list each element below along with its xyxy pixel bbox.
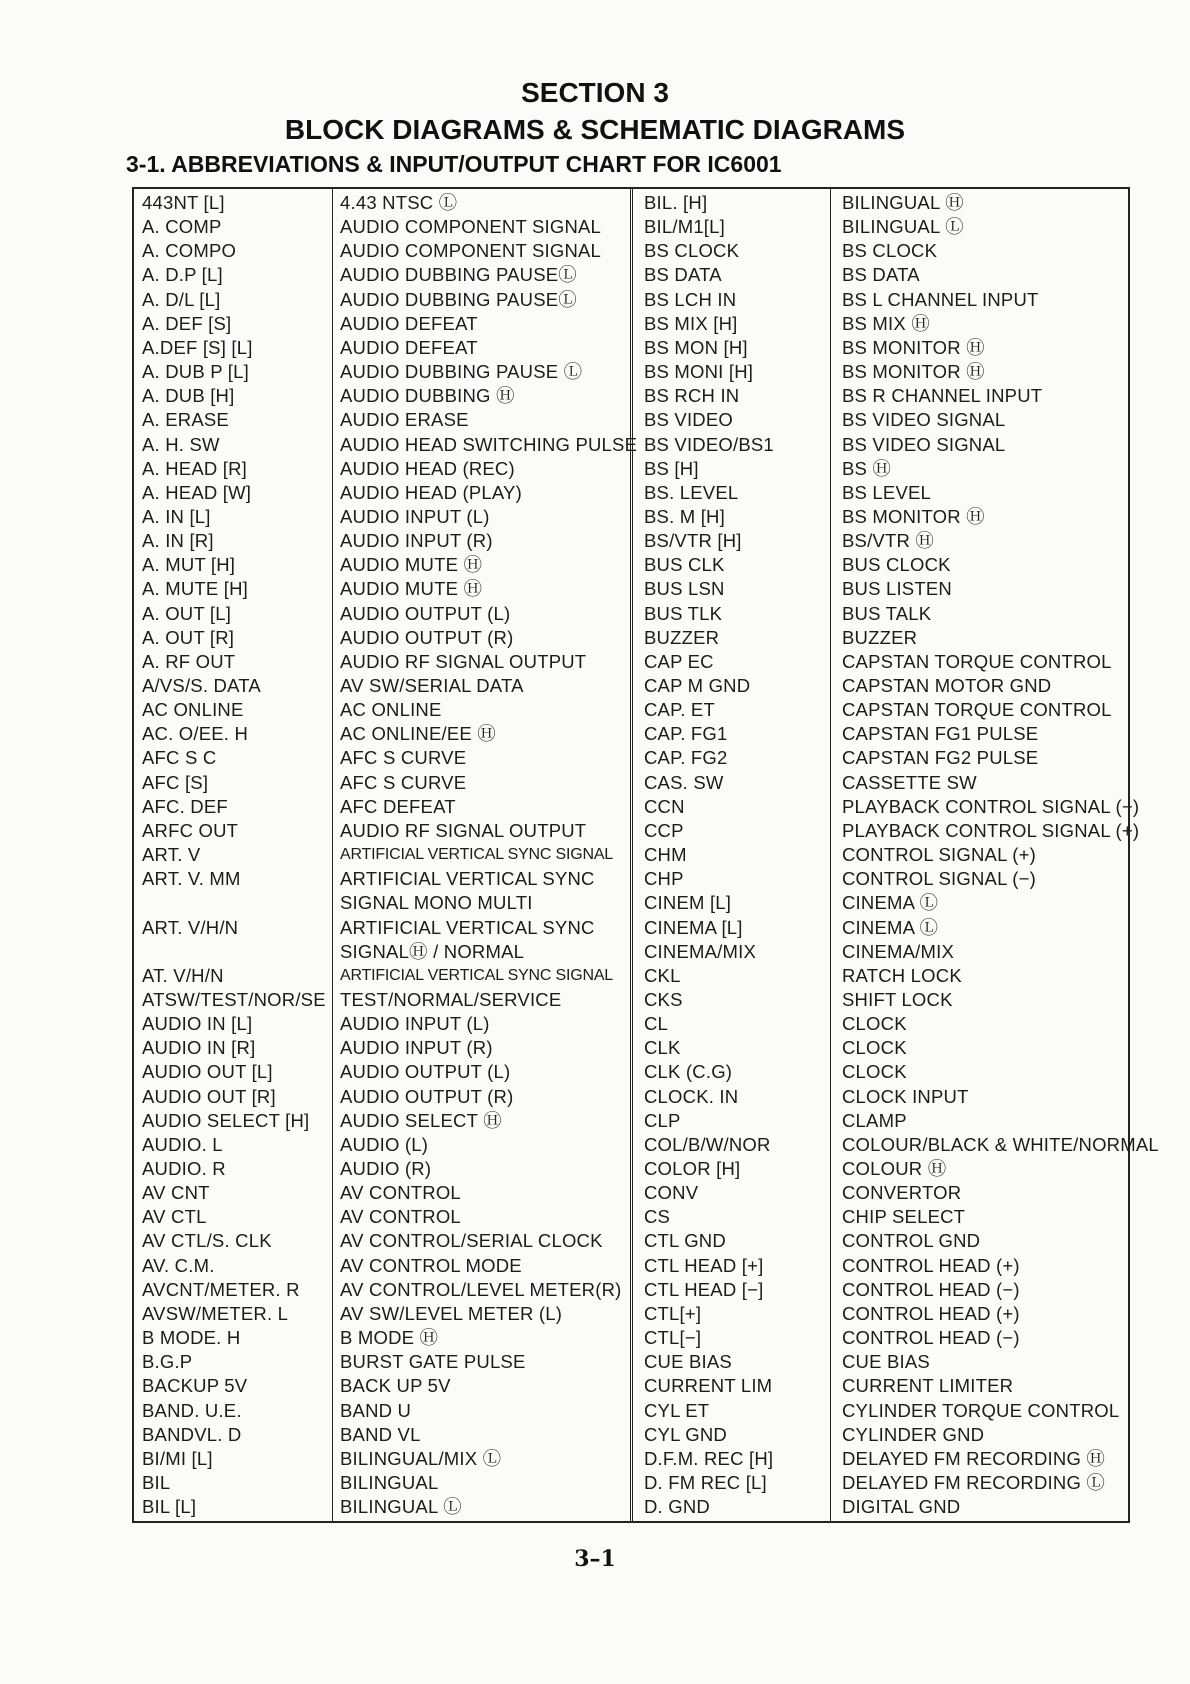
abbreviation-cell: A. IN [L] xyxy=(142,505,211,527)
meaning-cell: CLOCK INPUT xyxy=(842,1085,969,1107)
meaning-cell: AUDIO COMPONENT SIGNAL xyxy=(340,216,602,238)
meaning-cell: BUS CLOCK xyxy=(842,554,951,576)
abbreviation-cell: A. OUT [R] xyxy=(142,626,235,648)
meaning-cell: DIGITAL GND xyxy=(842,1496,961,1518)
abbreviation-cell: AV CTL xyxy=(142,1206,207,1228)
meaning-cell: TEST/NORMAL/SERVICE xyxy=(340,988,562,1010)
abbreviation-cell: A. D/L [L] xyxy=(142,288,221,310)
abbreviation-cell: CCP xyxy=(644,819,684,841)
meaning-cell: CONTROL SIGNAL (−) xyxy=(842,868,1036,890)
abbreviation-cell: AUDIO. L xyxy=(142,1133,223,1155)
abbreviation-cell: BUS TLK xyxy=(644,602,723,624)
meaning-cell: BS Ⓗ xyxy=(842,457,892,479)
abbreviation-cell: CHP xyxy=(644,868,684,890)
meaning-cell: CLAMP xyxy=(842,1109,907,1131)
meaning-cell: AUDIO DEFEAT xyxy=(340,312,478,334)
abbreviation-cell: BS RCH IN xyxy=(644,385,740,407)
meaning-cell: AFC S CURVE xyxy=(340,771,467,793)
abbreviation-cell: BS [H] xyxy=(644,457,699,479)
abbreviation-cell: BS MON [H] xyxy=(644,336,748,358)
abbreviation-cell: ATSW/TEST/NOR/SE xyxy=(142,988,326,1010)
abbreviation-cell: A. COMPO xyxy=(142,240,237,262)
meaning-cell: BS MONITOR Ⓗ xyxy=(842,336,985,358)
meaning-cell: AUDIO DUBBING PAUSE Ⓛ xyxy=(340,361,583,383)
abbreviation-cell: CONV xyxy=(644,1182,699,1204)
abbreviation-cell: D. GND xyxy=(644,1496,710,1518)
meaning-cell: AV SW/SERIAL DATA xyxy=(340,675,524,696)
meaning-cell: BS VIDEO SIGNAL xyxy=(842,433,1006,455)
meaning-cell: CASSETTE SW xyxy=(842,771,977,793)
meaning-cell: CYLINDER TORQUE CONTROL xyxy=(842,1399,1120,1421)
meaning-cell: CLOCK xyxy=(842,1037,907,1059)
meaning-cell: PLAYBACK CONTROL SIGNAL (+) xyxy=(842,819,1140,841)
meaning-cell: SIGNAL MONO MULTI xyxy=(340,892,533,914)
meaning-cell: AUDIO (L) xyxy=(340,1133,429,1155)
meaning-cell: AUDIO RF SIGNAL OUTPUT xyxy=(340,819,587,841)
abbreviation-cell: A. MUT [H] xyxy=(142,554,236,576)
meaning-cell: AUDIO MUTE Ⓗ xyxy=(340,554,483,576)
meaning-cell: BILINGUAL/MIX Ⓛ xyxy=(340,1447,502,1469)
abbreviation-cell: CTL HEAD [+] xyxy=(644,1254,764,1276)
abbreviation-cell: COL/B/W/NOR xyxy=(644,1133,771,1155)
abbreviation-cell: BS. M [H] xyxy=(644,505,725,527)
abbreviation-cell: AV CNT xyxy=(142,1182,210,1204)
abbreviation-cell: BACKUP 5V xyxy=(142,1375,248,1397)
abbreviation-cell: BIL. [H] xyxy=(644,192,708,213)
abbreviation-table xyxy=(132,187,1159,1523)
abbreviation-cell: AC. O/EE. H xyxy=(142,723,249,745)
abbreviation-cell: AFC S C xyxy=(142,747,217,769)
abbreviation-cell: AUDIO IN [L] xyxy=(142,1013,253,1035)
meaning-cell: PLAYBACK CONTROL SIGNAL (−) xyxy=(842,795,1140,817)
meaning-cell: CAPSTAN FG2 PULSE xyxy=(842,747,1039,769)
meaning-cell: CONVERTOR xyxy=(842,1182,962,1204)
abbreviation-cell: BUS CLK xyxy=(644,554,725,576)
abbreviation-cell: CLOCK. IN xyxy=(644,1085,739,1107)
section-label: SECTION 3 xyxy=(521,77,669,108)
abbreviation-cell: BS CLOCK xyxy=(644,240,740,262)
meaning-cell: BS MONITOR Ⓗ xyxy=(842,505,985,527)
abbreviation-cell: CAP. FG1 xyxy=(644,723,728,745)
meaning-cell: AUDIO INPUT (R) xyxy=(340,1037,493,1059)
abbreviation-cell: CLK (C.G) xyxy=(644,1061,733,1083)
meaning-cell: AUDIO OUTPUT (R) xyxy=(340,1085,514,1107)
page-title: BLOCK DIAGRAMS & SCHEMATIC DIAGRAMS xyxy=(284,114,906,145)
abbrev-column-2 xyxy=(630,189,633,1521)
meaning-cell: CINEMA Ⓛ xyxy=(842,916,939,938)
meaning-cell: CHIP SELECT xyxy=(842,1206,966,1228)
abbreviation-cell: D.F.M. REC [H] xyxy=(644,1447,774,1469)
abbreviation-cell: BS LCH IN xyxy=(644,288,737,310)
meaning-cell: BS/VTR Ⓗ xyxy=(842,530,935,552)
abbreviation-cell: A. DUB P [L] xyxy=(142,361,249,383)
abbreviation-cell: CUE BIAS xyxy=(644,1351,732,1373)
meaning-cell: CURRENT LIMITER xyxy=(842,1375,1014,1397)
abbreviation-cell: A. ERASE xyxy=(142,409,229,431)
meaning-cell: BUZZER xyxy=(842,626,918,648)
abbreviation-cell: A. COMP xyxy=(142,216,222,238)
abbreviation-cell: BUS LSN xyxy=(644,578,725,600)
abbreviation-cell: BS VIDEO/BS1 xyxy=(644,433,774,455)
abbreviation-cell: CLP xyxy=(644,1109,681,1131)
meaning-cell: AV CONTROL/LEVEL METER(R) xyxy=(340,1278,622,1300)
abbreviation-cell: CAP. ET xyxy=(644,699,715,721)
meaning-cell: CINEMA/MIX xyxy=(842,940,954,962)
meaning-cell: CONTROL GND xyxy=(842,1230,981,1252)
meaning-cell: BS L CHANNEL INPUT xyxy=(842,288,1039,310)
meaning-cell: CINEMA Ⓛ xyxy=(842,892,939,914)
abbreviation-cell: AC ONLINE xyxy=(142,699,244,721)
abbreviation-cell: ART. V. MM xyxy=(142,868,241,890)
meaning-cell: BACK UP 5V xyxy=(340,1375,451,1397)
meaning-cell: BILINGUAL xyxy=(340,1471,439,1493)
meaning-cell: BS R CHANNEL INPUT xyxy=(842,385,1043,407)
meaning-cell: CONTROL HEAD (−) xyxy=(842,1327,1020,1349)
abbreviation-cell: BS VIDEO xyxy=(644,409,733,431)
abbreviation-cell: A/VS/S. DATA xyxy=(142,675,261,696)
abbreviation-cell: CINEMA [L] xyxy=(644,916,743,938)
meaning-cell: AV CONTROL MODE xyxy=(340,1254,522,1276)
abbreviation-cell: AFC. DEF xyxy=(142,795,228,817)
abbreviation-cell: AVSW/METER. L xyxy=(142,1302,289,1324)
abbreviation-cell: BS MIX [H] xyxy=(644,312,738,334)
meaning-cell: CONTROL HEAD (+) xyxy=(842,1254,1020,1276)
abbreviation-cell: CAP EC xyxy=(644,650,714,672)
abbreviation-cell: 443NT [L] xyxy=(142,192,225,213)
meaning-cell: CONTROL HEAD (+) xyxy=(842,1302,1020,1324)
abbreviation-cell: CINEM [L] xyxy=(644,892,732,914)
abbreviation-cell: CS xyxy=(644,1206,671,1228)
meaning-column-2 xyxy=(830,189,831,1521)
abbreviation-cell: CLK xyxy=(644,1037,681,1059)
meaning-cell: CAPSTAN MOTOR GND xyxy=(842,675,1052,696)
abbreviation-cell: A. DUB [H] xyxy=(142,385,235,407)
abbreviation-cell: A. OUT [L] xyxy=(142,602,232,624)
meaning-cell: CYLINDER GND xyxy=(842,1423,985,1445)
meaning-cell: AUDIO HEAD (REC) xyxy=(340,457,515,479)
meaning-cell: AUDIO DUBBING Ⓗ xyxy=(340,385,515,407)
abbreviation-cell: AVCNT/METER. R xyxy=(142,1278,300,1300)
abbreviation-cell: CTL[−] xyxy=(644,1327,702,1349)
meaning-cell: AUDIO HEAD (PLAY) xyxy=(340,481,522,503)
abbreviation-cell: CTL GND xyxy=(644,1230,726,1252)
meaning-cell: SIGNALⒽ / NORMAL xyxy=(340,940,525,962)
meaning-cell: AV SW/LEVEL METER (L) xyxy=(340,1302,563,1324)
abbreviation-cell: CURRENT LIM xyxy=(644,1375,773,1397)
abbreviation-cell: AUDIO OUT [L] xyxy=(142,1061,273,1083)
meaning-cell: AUDIO RF SIGNAL OUTPUT xyxy=(340,650,587,672)
meaning-cell: CUE BIAS xyxy=(842,1351,930,1373)
meaning-cell: BUS TALK xyxy=(842,602,932,624)
abbreviation-cell: COLOR [H] xyxy=(644,1158,741,1179)
meaning-cell: AUDIO DUBBING PAUSEⓁ xyxy=(340,288,578,310)
abbreviation-cell: AUDIO SELECT [H] xyxy=(142,1109,310,1131)
meaning-cell: DELAYED FM RECORDING Ⓗ xyxy=(842,1447,1106,1469)
abbreviation-cell: BANDVL. D xyxy=(142,1423,242,1445)
abbreviation-cell: AV CTL/S. CLK xyxy=(142,1230,272,1252)
meaning-cell: 4.43 NTSC Ⓛ xyxy=(340,192,458,213)
abbreviation-cell: AV. C.M. xyxy=(142,1254,215,1276)
abbreviation-cell: CTL HEAD [−] xyxy=(644,1278,764,1300)
abbreviation-cell: BS. LEVEL xyxy=(644,481,739,503)
meaning-cell: AUDIO INPUT (L) xyxy=(340,1013,490,1035)
abbreviation-cell: BAND. U.E. xyxy=(142,1399,242,1421)
page-number: 3–1 xyxy=(574,1546,616,1572)
abbreviation-cell: B.G.P xyxy=(142,1351,193,1373)
meaning-cell: BS CLOCK xyxy=(842,240,938,262)
meaning-cell: DELAYED FM RECORDING Ⓛ xyxy=(842,1471,1106,1493)
meaning-cell: BILINGUAL Ⓛ xyxy=(842,216,964,238)
abbreviation-cell: BS MONI [H] xyxy=(644,361,754,383)
meaning-cell: AFC DEFEAT xyxy=(340,795,456,817)
abbreviation-cell: A. MUTE [H] xyxy=(142,578,249,600)
abbreviation-cell: CKL xyxy=(644,964,681,986)
meaning-cell: AUDIO INPUT (L) xyxy=(340,505,490,527)
meaning-cell: AUDIO HEAD SWITCHING PULSE xyxy=(340,433,638,455)
abbreviation-cell: CAS. SW xyxy=(644,771,724,793)
abbreviation-cell: CHM xyxy=(644,844,687,866)
abbreviation-cell: A. IN [R] xyxy=(142,530,214,552)
meaning-cell: BS MIX Ⓗ xyxy=(842,312,930,334)
meaning-cell: AC ONLINE/EE Ⓗ xyxy=(340,723,496,745)
abbreviation-cell: AUDIO. R xyxy=(142,1158,226,1179)
chart-subtitle: 3-1. ABBREVIATIONS & INPUT/OUTPUT CHART FOR IC6001 xyxy=(126,151,782,177)
meaning-cell: BS VIDEO SIGNAL xyxy=(842,409,1006,431)
meaning-cell: BS DATA xyxy=(842,264,920,286)
meaning-cell: AUDIO OUTPUT (L) xyxy=(340,1061,511,1083)
abbreviation-cell: A. D.P [L] xyxy=(142,264,223,286)
abbreviation-cell: D. FM REC [L] xyxy=(644,1471,767,1493)
meaning-cell: ARTIFICIAL VERTICAL SYNC xyxy=(340,868,595,890)
meaning-cell: CAPSTAN FG1 PULSE xyxy=(842,723,1039,745)
meaning-cell: AUDIO OUTPUT (L) xyxy=(340,602,511,624)
meaning-cell: ARTIFICIAL VERTICAL SYNC xyxy=(340,916,595,938)
meaning-cell: AV CONTROL xyxy=(340,1206,461,1228)
meaning-cell: ARTIFICIAL VERTICAL SYNC SIGNAL xyxy=(340,846,613,864)
meaning-cell: AUDIO COMPONENT SIGNAL xyxy=(340,240,602,262)
abbreviation-cell: BS DATA xyxy=(644,264,722,286)
abbreviation-cell: BI/MI [L] xyxy=(142,1447,213,1469)
abbreviation-cell: CYL ET xyxy=(644,1399,710,1421)
abbreviation-cell: AT. V/H/N xyxy=(142,964,224,986)
meaning-cell: ARTIFICIAL VERTICAL SYNC SIGNAL xyxy=(340,966,613,984)
abbreviation-cell: BS/VTR [H] xyxy=(644,530,742,552)
abbreviation-cell: ART. V xyxy=(142,844,201,866)
meaning-column-1 xyxy=(332,189,333,1521)
meaning-cell: AUDIO OUTPUT (R) xyxy=(340,626,514,648)
meaning-cell: COLOUR/BLACK & WHITE/NORMAL xyxy=(842,1133,1159,1155)
meaning-cell: AUDIO DEFEAT xyxy=(340,336,478,358)
meaning-cell: AUDIO INPUT (R) xyxy=(340,530,493,552)
meaning-cell: SHIFT LOCK xyxy=(842,988,953,1010)
meaning-cell: BURST GATE PULSE xyxy=(340,1351,526,1373)
abbreviation-cell: CINEMA/MIX xyxy=(644,940,756,962)
abbreviation-cell: BIL xyxy=(142,1471,171,1493)
abbreviation-cell: CKS xyxy=(644,988,683,1010)
abbreviation-cell: CCN xyxy=(644,795,685,817)
meaning-cell: CONTROL HEAD (−) xyxy=(842,1278,1020,1300)
abbreviation-cell: A. H. SW xyxy=(142,433,220,455)
abbreviation-cell: CAP M GND xyxy=(644,675,751,696)
meaning-cell: CLOCK xyxy=(842,1061,907,1083)
meaning-cell: BUS LISTEN xyxy=(842,578,952,600)
meaning-cell: BS MONITOR Ⓗ xyxy=(842,361,985,383)
abbreviation-cell: A. HEAD [W] xyxy=(142,481,252,503)
abbreviation-cell: A.DEF [S] [L] xyxy=(142,336,253,358)
meaning-cell: AUDIO DUBBING PAUSEⓁ xyxy=(340,264,578,286)
meaning-cell: AUDIO SELECT Ⓗ xyxy=(340,1109,502,1131)
meaning-cell: B MODE Ⓗ xyxy=(340,1327,439,1349)
meaning-cell: BS LEVEL xyxy=(842,481,932,503)
meaning-cell: BAND VL xyxy=(340,1423,421,1445)
meaning-cell: AV CONTROL/SERIAL CLOCK xyxy=(340,1230,603,1252)
abbreviation-cell: BIL/M1[L] xyxy=(644,216,725,238)
abbreviation-cell: CAP. FG2 xyxy=(644,747,728,769)
abbreviation-cell: A. RF OUT xyxy=(142,650,236,672)
meaning-cell: RATCH LOCK xyxy=(842,964,962,986)
meaning-cell: CAPSTAN TORQUE CONTROL xyxy=(842,650,1112,672)
abbreviation-cell: ART. V/H/N xyxy=(142,916,239,938)
abbreviation-cell: AUDIO IN [R] xyxy=(142,1037,256,1059)
abbreviation-cell: ARFC OUT xyxy=(142,819,239,841)
meaning-cell: CAPSTAN TORQUE CONTROL xyxy=(842,699,1112,721)
abbreviation-cell: AFC [S] xyxy=(142,771,209,793)
abbreviation-cell: BIL [L] xyxy=(142,1496,197,1518)
meaning-cell: CONTROL SIGNAL (+) xyxy=(842,844,1036,866)
abbreviation-cell: CYL GND xyxy=(644,1423,727,1445)
abbreviation-cell: BUZZER xyxy=(644,626,720,648)
meaning-cell: AUDIO (R) xyxy=(340,1158,432,1179)
abbreviation-cell: CTL[+] xyxy=(644,1302,702,1324)
abbreviation-cell: AUDIO OUT [R] xyxy=(142,1085,276,1107)
meaning-cell: COLOUR Ⓗ xyxy=(842,1158,947,1179)
meaning-cell: BILINGUAL Ⓗ xyxy=(842,192,964,213)
abbreviation-cell: A. HEAD [R] xyxy=(142,457,247,479)
meaning-cell: AUDIO MUTE Ⓗ xyxy=(340,578,483,600)
meaning-cell: BILINGUAL Ⓛ xyxy=(340,1496,462,1518)
abbreviation-cell: CL xyxy=(644,1013,669,1035)
meaning-cell: BAND U xyxy=(340,1399,412,1421)
abbreviation-cell: B MODE. H xyxy=(142,1327,241,1349)
meaning-cell: AV CONTROL xyxy=(340,1182,461,1204)
meaning-cell: AFC S CURVE xyxy=(340,747,467,769)
meaning-cell: AC ONLINE xyxy=(340,699,442,721)
abbreviation-cell: A. DEF [S] xyxy=(142,312,232,334)
meaning-cell: AUDIO ERASE xyxy=(340,409,469,431)
meaning-cell: CLOCK xyxy=(842,1013,907,1035)
